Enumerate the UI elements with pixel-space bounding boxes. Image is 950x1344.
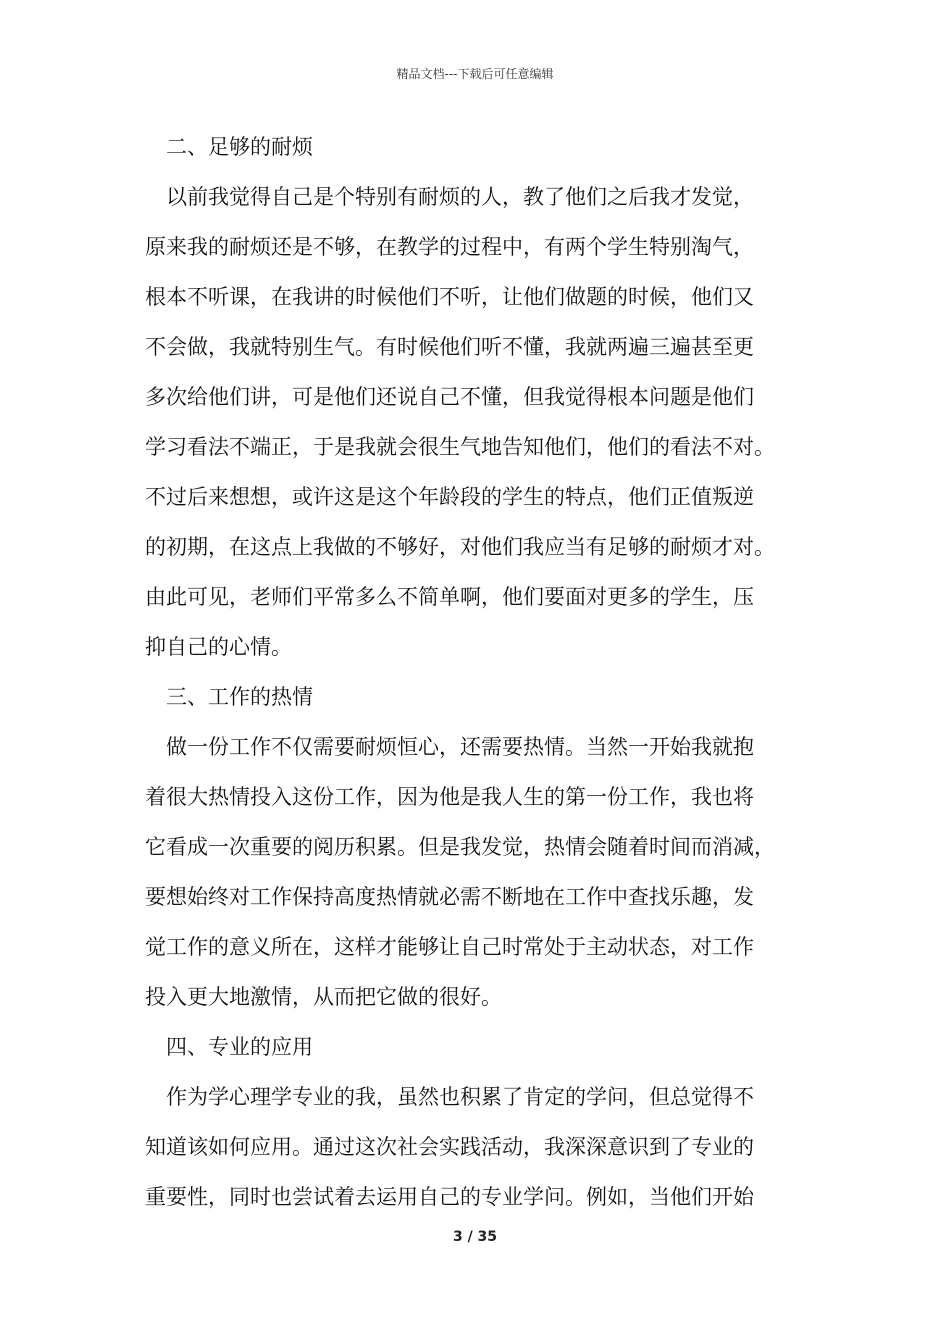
paragraph-line: 的初期，在这点上我做的不够好，对他们我应当有足够的耐烦才对。 xyxy=(145,535,775,559)
paragraph-line: 知道该如何应用。通过这次社会实践活动，我深深意识到了专业的 xyxy=(145,1135,754,1159)
paragraph-line: 它看成一次重要的阅历积累。但是我发觉，热情会随着时间而消减， xyxy=(145,835,775,859)
paragraph-line: 觉工作的意义所在，这样才能够让自己时常处于主动状态，对工作 xyxy=(145,935,754,959)
paragraph-line: 投入更大地激情，从而把它做的很好。 xyxy=(145,985,502,1009)
paragraph-line: 做一份工作不仅需要耐烦恒心，还需要热情。当然一开始我就抱 xyxy=(166,735,754,759)
section-heading: 四、专业的应用 xyxy=(166,1035,313,1059)
paragraph-line: 抑自己的心情。 xyxy=(145,635,292,659)
paragraph-line: 着很大热情投入这份工作，因为他是我人生的第一份工作，我也将 xyxy=(145,785,754,809)
paragraph-line: 原来我的耐烦还是不够，在教学的过程中，有两个学生特别淘气， xyxy=(145,235,754,259)
paragraph-line: 以前我觉得自己是个特别有耐烦的人，教了他们之后我才发觉， xyxy=(166,185,754,209)
document-body xyxy=(145,122,835,1222)
paragraph-line: 根本不听课，在我讲的时候他们不听，让他们做题的时候，他们又 xyxy=(145,285,754,309)
paragraph-line: 多次给他们讲，可是他们还说自己不懂，但我觉得根本问题是他们 xyxy=(145,385,754,409)
page-header: 精品文档---下载后可任意编辑 xyxy=(396,67,554,81)
paragraph-line: 不会做，我就特别生气。有时候他们听不懂，我就两遍三遍甚至更 xyxy=(145,335,754,359)
section-heading: 三、工作的热情 xyxy=(166,685,313,709)
paragraph-line: 学习看法不端正，于是我就会很生气地告知他们，他们的看法不对。 xyxy=(145,435,775,459)
paragraph-line: 不过后来想想，或许这是这个年龄段的学生的特点，他们正值叛逆 xyxy=(145,485,754,509)
paragraph-line: 重要性，同时也尝试着去运用自己的专业学问。例如，当他们开始 xyxy=(145,1185,754,1209)
paragraph-line: 作为学心理学专业的我，虽然也积累了肯定的学问，但总觉得不 xyxy=(166,1085,754,1109)
page-number: 3 / 35 xyxy=(452,1229,498,1245)
paragraph-line: 要想始终对工作保持高度热情就必需不断地在工作中查找乐趣，发 xyxy=(145,885,754,909)
section-heading: 二、足够的耐烦 xyxy=(166,135,313,159)
paragraph-line: 由此可见，老师们平常多么不简单啊，他们要面对更多的学生，压 xyxy=(145,585,754,609)
